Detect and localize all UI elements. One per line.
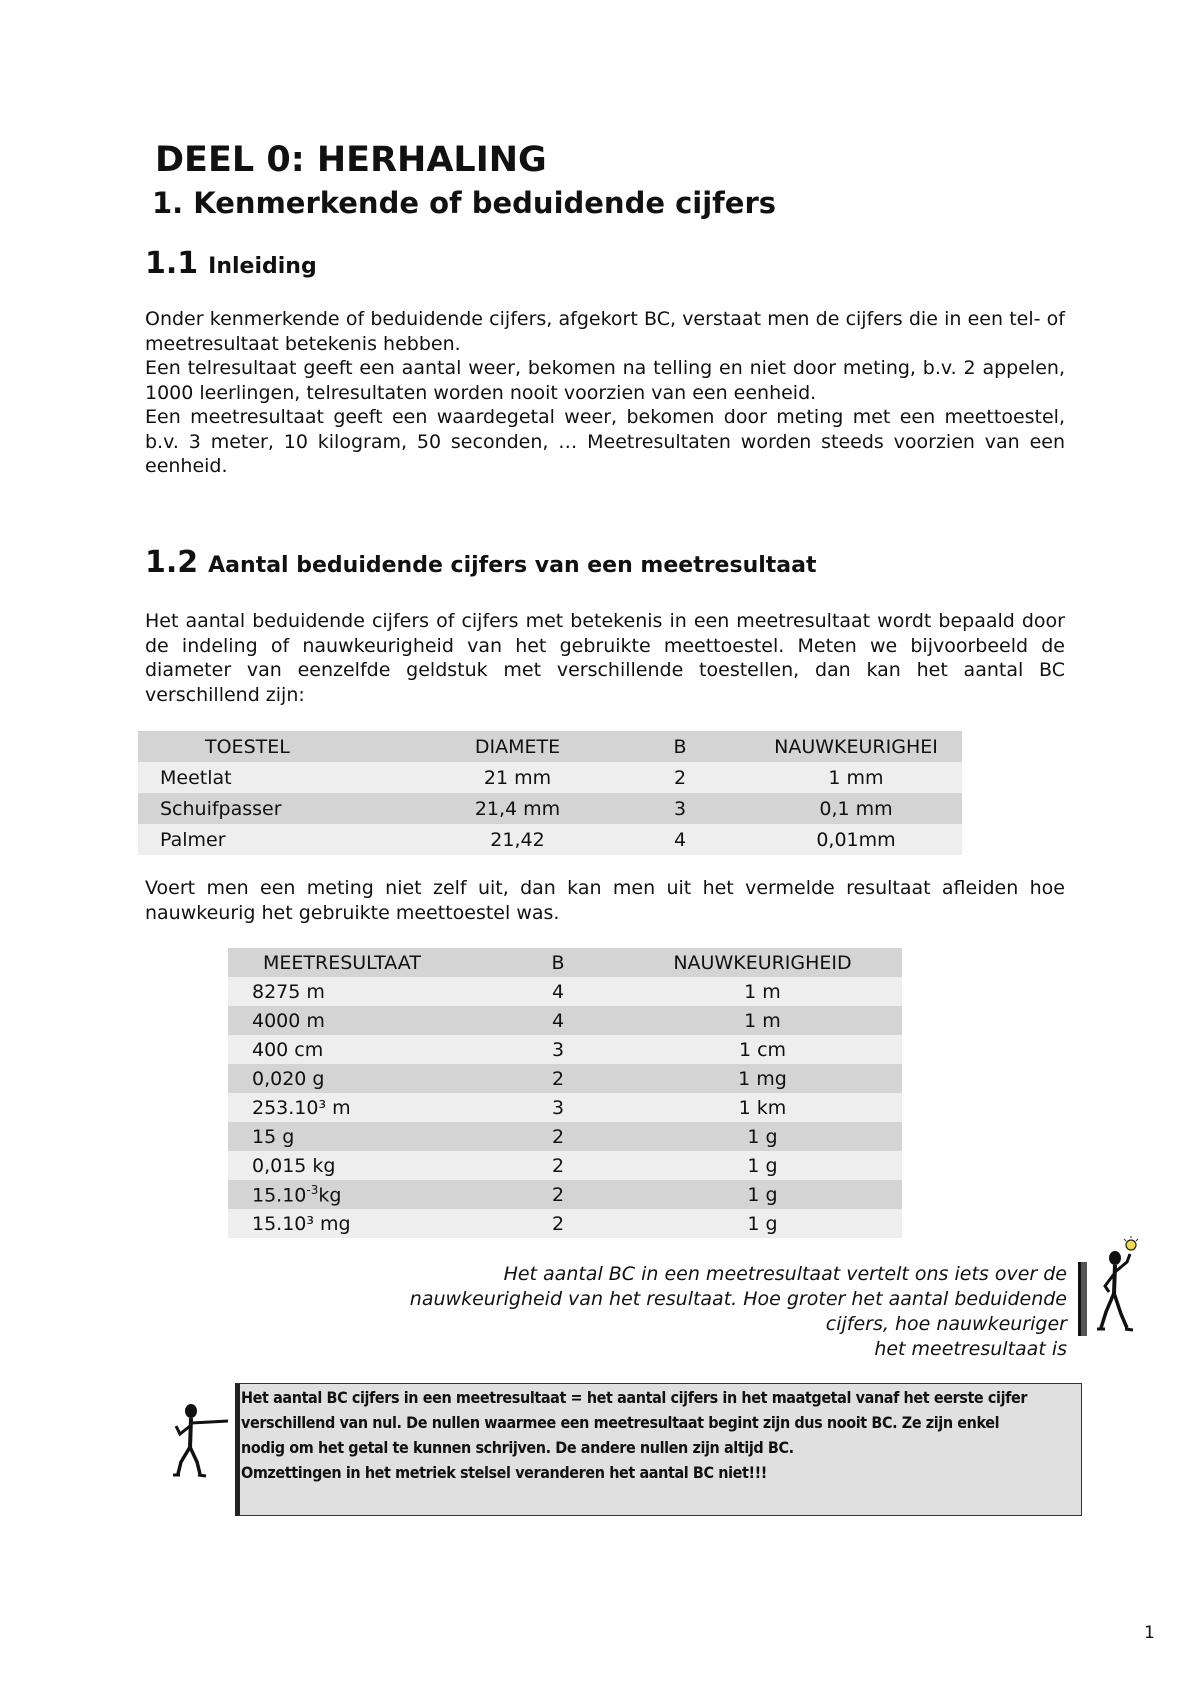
stick-figure-lightbulb-icon [1097, 1236, 1145, 1336]
table-cell: 2 [551, 1212, 565, 1235]
section-number: 1.2 [145, 545, 199, 580]
value-base: 15.10 [252, 1184, 307, 1207]
table-cell: 0,020 g [252, 1067, 325, 1090]
table-cell: 2 [551, 1154, 565, 1177]
column-header: NAUWKEURIGHEI [774, 735, 938, 758]
page-number: 1 [1144, 1623, 1155, 1643]
note-side-bar [1078, 1262, 1087, 1336]
table-row [228, 1064, 902, 1093]
note-line: Het aantal BC in een meetresultaat vertelt ons iets over de [503, 1263, 1067, 1285]
table-cell: 3 [673, 797, 687, 820]
table-cell: Schuifpasser [160, 797, 282, 820]
section-heading-aantal-bc [145, 545, 817, 580]
table-cell: 1 g [747, 1154, 778, 1177]
section-title: Aantal beduidende cijfers van een meetresultaat [208, 553, 817, 578]
table-cell: 1 m [744, 1009, 781, 1032]
table-cell: 0,015 kg [252, 1154, 336, 1177]
section-heading-inleiding [145, 246, 317, 281]
table-row [228, 1006, 902, 1035]
table-header-row [228, 948, 902, 977]
table-cell: 4000 m [252, 1009, 325, 1032]
table-cell: 1 g [747, 1125, 778, 1148]
table-cell: 21 mm [483, 766, 552, 789]
table-cell: Palmer [160, 828, 226, 851]
table-cell: 2 [673, 766, 687, 789]
table-cell: 1 km [738, 1096, 787, 1119]
table-cell: 4 [673, 828, 687, 851]
table-cell: 2 [551, 1183, 565, 1206]
table-cell: 1 mg [738, 1067, 787, 1090]
table-row [228, 1122, 902, 1151]
table-cell: 2 [551, 1067, 565, 1090]
column-header: MEETRESULTAAT [263, 951, 421, 974]
chapter-heading: 1. Kenmerkende of beduidende cijfers [152, 186, 777, 220]
table-cell: 400 cm [252, 1038, 324, 1061]
table-cell: 2 [551, 1125, 565, 1148]
column-header: DIAMETE [474, 735, 561, 758]
column-header: TOESTEL [205, 735, 290, 758]
stick-figure-pointing-icon [170, 1400, 232, 1480]
table-cell: 15.10³ mg [252, 1212, 351, 1235]
table-row [228, 1035, 902, 1064]
table-cell-superscript [228, 1180, 493, 1209]
table-cell: 4 [551, 980, 565, 1003]
table-row [138, 793, 962, 824]
table-header-row [138, 731, 962, 762]
rule-line: Omzettingen in het metriek stelsel veranderen het aantal BC niet!!! [241, 1463, 767, 1482]
table-cell: 0,1 mm [819, 797, 893, 820]
rule-line: nodig om het getal te kunnen schrijven. De andere nullen zijn altijd BC. [241, 1438, 794, 1457]
table-cell: 1 g [747, 1212, 778, 1235]
meetresultaat-paragraph: Een meetresultaat geeft een waardegetal weer, bekomen door meting met een meettoestel, b.v. 3 meter, 10 kilogram, 50 seconden, … Meetresultaten worden steeds voorzien van een eenheid. [145, 406, 1065, 477]
table-row [138, 824, 962, 855]
table-cell: 8275 m [252, 980, 325, 1003]
table-row [228, 1180, 902, 1209]
table-cell: 4 [551, 1009, 565, 1032]
table-cell: 3 [551, 1038, 565, 1061]
table-cell: Meetlat [160, 766, 232, 789]
rule-line: verschillend van nul. De nullen waarmee een meetresultaat begint zijn dus nooit BC. Ze zijn enkel [241, 1413, 1000, 1432]
section-number: 1.1 [145, 246, 199, 281]
table-row [228, 1209, 902, 1238]
section-paragraph: Het aantal beduidende cijfers of cijfers met betekenis in een meetresultaat wordt bepaald door de indeling of nauwkeurigheid van het gebruikte meettoestel. Meten we bijvoorbeeld de diameter van eenzelfde geldstuk met verschillende toestellen, dan kan het aantal BC verschillend zijn: [145, 610, 1065, 706]
rule-line: Het aantal BC cijfers in een meetresultaat = het aantal cijfers in het maatgetal vanaf het eerste cijfer [241, 1388, 1028, 1407]
table-row [228, 1151, 902, 1180]
note-text [327, 1262, 1067, 1362]
rule-box [235, 1383, 1082, 1516]
table-cell: 1 g [747, 1183, 778, 1206]
telresultaat-paragraph: Een telresultaat geeft een aantal weer, bekomen na telling en niet door meting, b.v. 2 appelen, 1000 leerlingen, telresultaten worden nooit voorzien van een eenheid. [145, 357, 1065, 404]
value-unit: kg [318, 1184, 342, 1207]
column-header: B [673, 735, 687, 758]
part-heading: DEEL 0: HERHALING [155, 140, 547, 180]
section-title: Inleiding [208, 254, 317, 279]
table-cell: 1 cm [738, 1038, 787, 1061]
table-cell: 15 g [252, 1125, 295, 1148]
table-row [138, 762, 962, 793]
results-table [228, 948, 902, 1238]
table-row [228, 977, 902, 1006]
table-cell: 1 mm [828, 766, 884, 789]
table-cell: 3 [551, 1096, 565, 1119]
table-cell: 0,01mm [816, 828, 896, 851]
table-cell: 21,4 mm [474, 797, 561, 820]
column-header: B [551, 951, 565, 974]
column-header: NAUWKEURIGHEID [673, 951, 852, 974]
note-line: cijfers, hoe nauwkeuriger [825, 1313, 1067, 1335]
table-cell: 21,42 [490, 828, 545, 851]
value-exponent: -3 [306, 1182, 319, 1197]
table-cell: 1 m [744, 980, 781, 1003]
table-cell: 253.10³ m [252, 1096, 351, 1119]
instruments-table [138, 731, 962, 855]
note-line: nauwkeurigheid van het resultaat. Hoe groter het aantal beduidende [409, 1288, 1067, 1310]
table-row [228, 1093, 902, 1122]
note-line: het meetresultaat is [874, 1338, 1067, 1360]
intro-paragraph: Onder kenmerkende of beduidende cijfers, afgekort BC, verstaat men de cijfers die in een tel- of meetresultaat betekenis hebben. [145, 308, 1065, 355]
section-paragraph-2: Voert men een meting niet zelf uit, dan kan men uit het vermelde resultaat afleiden hoe nauwkeurig het gebruikte meettoestel was. [145, 877, 1065, 924]
